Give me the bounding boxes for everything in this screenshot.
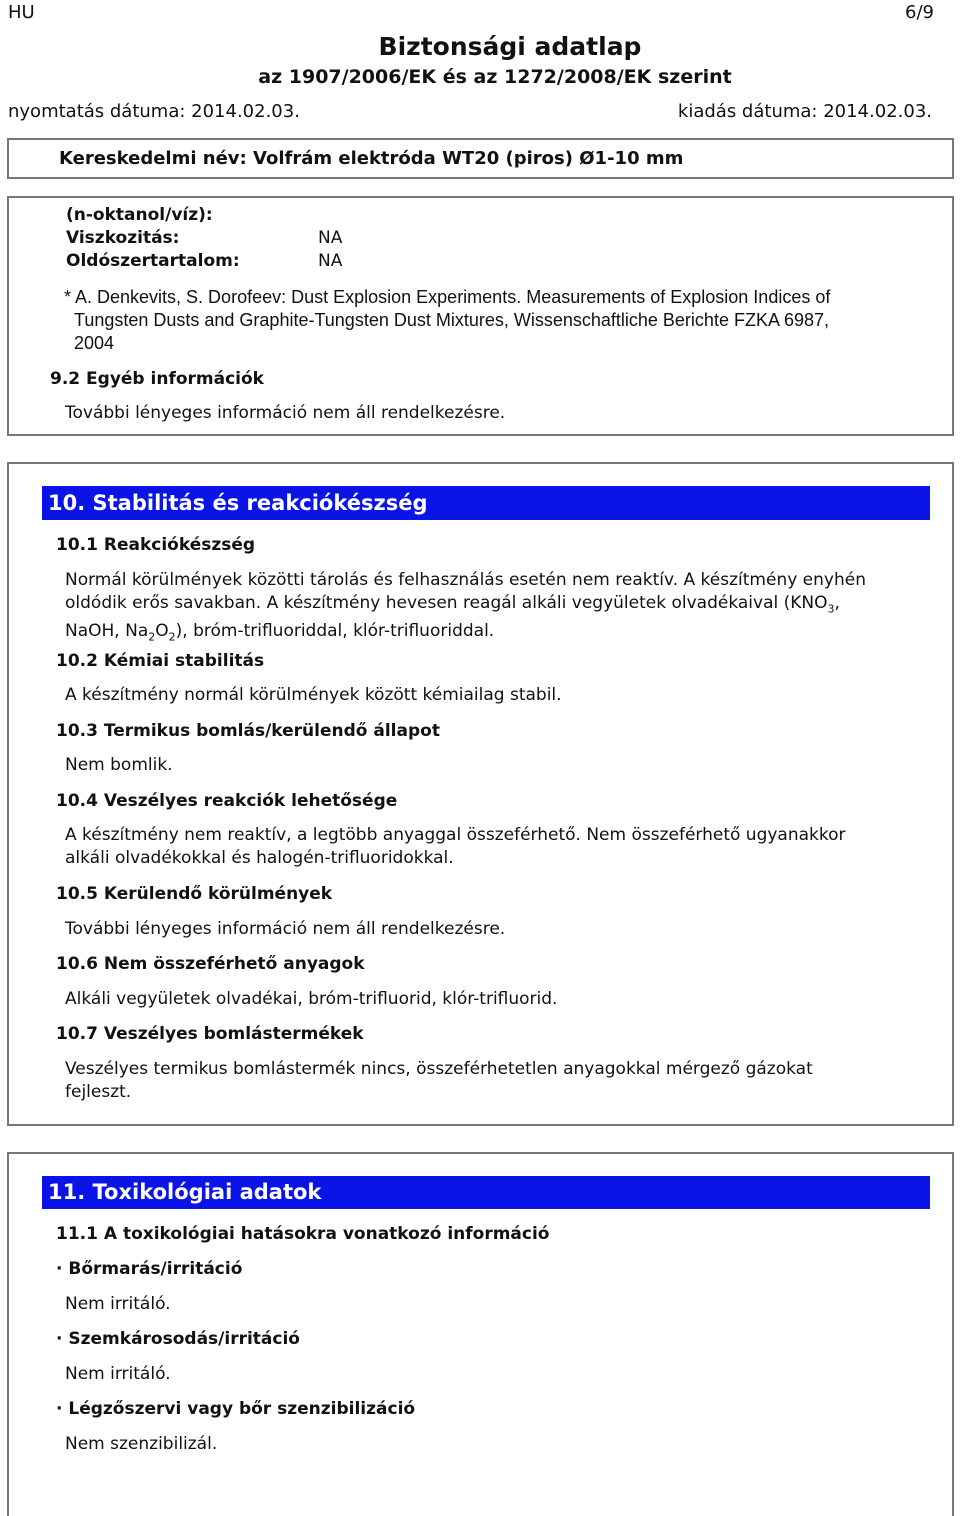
footnote-line: * A. Denkevits, S. Dorofeev: Dust Explosion Experiments. Measurements of Explosion Indices of: [64, 287, 831, 307]
tox-item-title: · Szemkárosodás/irritáció: [56, 1329, 300, 1349]
subsection-10-4-text: [65, 824, 846, 870]
subsection-10-3-title: 10.3 Termikus bomlás/kerülendő állapot: [56, 721, 440, 741]
footnote: [64, 286, 830, 355]
subsection-10-6-title: 10.6 Nem összeférhető anyagok: [56, 954, 365, 974]
subsection-9-2-title: 9.2 Egyéb információk: [50, 369, 264, 389]
document-subtitle: az 1907/2006/EK és az 1272/2008/EK szerint: [258, 66, 732, 88]
print-date: nyomtatás dátuma: 2014.02.03.: [8, 101, 300, 122]
tox-item-text: Nem irritáló.: [65, 1294, 171, 1314]
footnote-line: 2004: [74, 333, 115, 353]
subsection-10-4-title: 10.4 Veszélyes reakciók lehetősége: [56, 791, 398, 811]
text-line: Normál körülmények közötti tárolás és felhasználás esetén nem reaktív. A készítmény enyhén: [65, 570, 866, 590]
tox-item-title: · Bőrmarás/irritáció: [56, 1259, 243, 1279]
text-line: oldódik erős savakban. A készítmény hevesen reagál alkáli vegyületek olvadékaival ($KNO_3$,: [65, 593, 840, 616]
subsection-9-2-text: További lényeges információ nem áll rendelkezésre.: [65, 403, 506, 423]
trade-name-box: [7, 138, 954, 179]
property-value: NA: [318, 228, 343, 248]
property-label: Viszkozitás:: [66, 228, 180, 248]
property-row: [66, 250, 342, 273]
issue-date: kiadás dátuma: 2014.02.03.: [677, 101, 932, 122]
section-11-header: 11. Toxikológiai adatok: [42, 1176, 930, 1209]
property-row: [66, 204, 342, 227]
tox-item-text: Nem irritáló.: [65, 1364, 171, 1384]
property-list: [66, 204, 342, 273]
text-line: alkáli olvadékokkal és halogén-trifluoridokkal.: [65, 848, 454, 868]
subsection-10-7-text: [65, 1058, 813, 1104]
subsection-10-1-text: [65, 569, 945, 649]
trade-name: Kereskedelmi név: Volfrám elektróda WT20 (piros) Ø1-10 mm: [59, 148, 684, 169]
section-11-box: [7, 1152, 954, 1516]
property-value: NA: [318, 251, 343, 271]
text-line: NaOH, $Na_2O_2$), bróm-trifluoriddal, klór-trifluoriddal.: [65, 621, 495, 644]
subsection-11-1-title: 11.1 A toxikológiai hatásokra vonatkozó információ: [56, 1224, 550, 1244]
property-row: [66, 227, 342, 250]
footnote-line: Tungsten Dusts and Graphite-Tungsten Dust Mixtures, Wissenschaftliche Berichte FZKA 6987,: [74, 310, 830, 330]
subsection-10-5-text: További lényeges információ nem áll rendelkezésre.: [65, 919, 506, 939]
subsection-10-3-text: Nem bomlik.: [65, 755, 173, 775]
property-label: (n-oktanol/víz):: [66, 205, 213, 225]
subsection-10-5-title: 10.5 Kerülendő körülmények: [56, 884, 333, 904]
property-label: Oldószertartalom:: [66, 251, 240, 271]
section-10-box: [7, 462, 954, 1126]
document-title: Biztonsági adatlap: [378, 32, 642, 61]
section-9-box: [7, 196, 954, 436]
tox-item-text: Nem szenzibilizál.: [65, 1434, 218, 1454]
subsection-10-6-text: Alkáli vegyületek olvadékai, bróm-trifluorid, klór-trifluorid.: [65, 989, 558, 1009]
section-10-header: 10. Stabilitás és reakciókészség: [42, 486, 930, 520]
page-number: 6/9: [905, 2, 934, 23]
tox-item-title: · Légzőszervi vagy bőr szenzibilizáció: [56, 1399, 416, 1419]
text-line: A készítmény nem reaktív, a legtöbb anyaggal összeférhető. Nem összeférhető ugyanakkor: [65, 825, 846, 845]
text-line: Veszélyes termikus bomlástermék nincs, összeférhetetlen anyagokkal mérgező gázokat: [65, 1059, 813, 1079]
subsection-10-1-title: 10.1 Reakciókészség: [56, 535, 256, 555]
language-code: HU: [8, 2, 35, 23]
subsection-10-7-title: 10.7 Veszélyes bomlástermékek: [56, 1024, 364, 1044]
subsection-10-2-text: A készítmény normál körülmények között kémiailag stabil.: [65, 685, 562, 705]
subsection-10-2-title: 10.2 Kémiai stabilitás: [56, 651, 265, 671]
text-line: fejleszt.: [65, 1082, 132, 1102]
